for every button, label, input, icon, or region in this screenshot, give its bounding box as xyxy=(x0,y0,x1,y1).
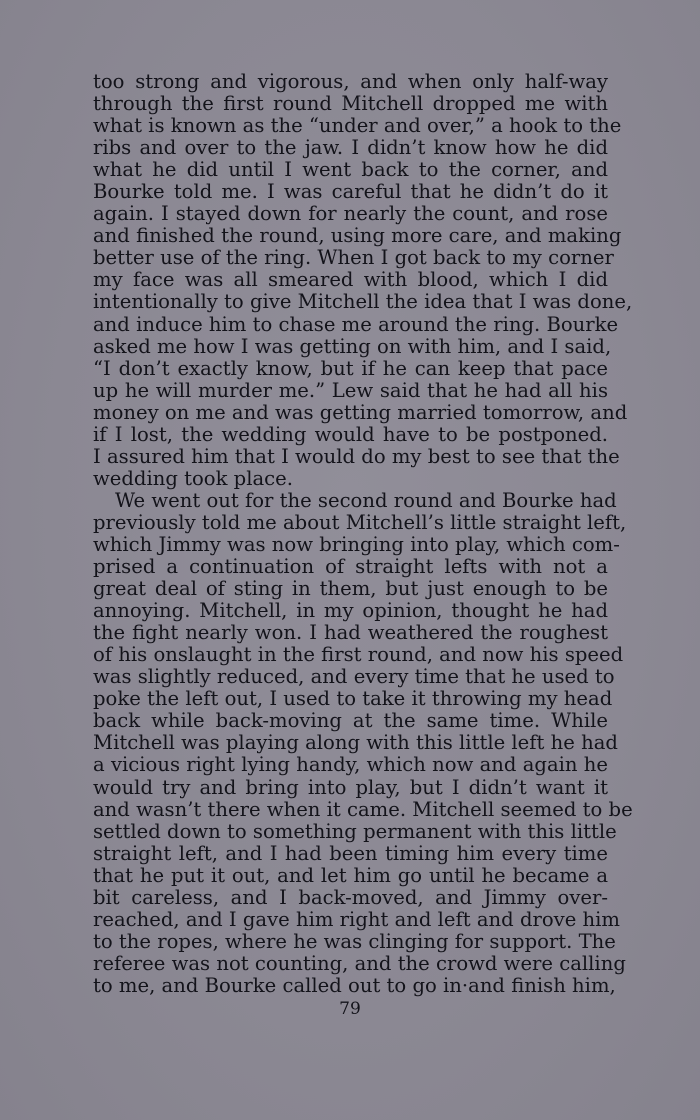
text-line: bit careless, and I back-moved, and Jimmy over- xyxy=(93,885,608,909)
text-line: asked me how I was getting on with him, and I said, xyxy=(93,334,612,358)
text-line: referee was not counting, and the crowd were calling xyxy=(93,951,626,975)
text-line: a vicious right lying handy, which now and again he xyxy=(93,753,608,777)
text-line: up he will murder me.” Lew said that he had all his xyxy=(93,378,608,402)
body-text xyxy=(93,70,633,997)
text-line: if I lost, the wedding would have to be postponed. xyxy=(93,422,608,446)
text-line: reached, and I gave him right and left and drove him xyxy=(93,907,621,931)
text-line: settled down to something permanent with this little xyxy=(93,819,617,843)
text-line: We went out for the second round and Bourke had xyxy=(115,488,617,512)
text-line: what is known as the “under and over,” a hook to the xyxy=(93,114,622,138)
text-line: I assured him that I would do my best to see that the xyxy=(93,444,620,468)
page-number: 79 xyxy=(339,999,361,1019)
text-line: great deal of sting in them, but just enough to be xyxy=(93,577,608,601)
text-line: poke the left out, I used to take it throwing my head xyxy=(93,687,613,711)
text-line: Mitchell was playing along with this little left he had xyxy=(93,731,618,755)
text-line: too strong and vigorous, and when only half-way xyxy=(93,70,608,93)
text-line: ribs and over to the jaw. I didn’t know how he did xyxy=(93,136,608,160)
text-line: of his onslaught in the first round, and now his speed xyxy=(93,643,624,667)
text-line: again. I stayed down for nearly the count, and rose xyxy=(93,202,608,226)
text-line: back while back-moving at the same time. While xyxy=(93,709,608,733)
text-line: previously told me about Mitchell’s little straight left, xyxy=(93,510,627,534)
text-line: and wasn’t there when it came. Mitchell seemed to be xyxy=(93,797,633,821)
text-line: would try and bring into play, but I didn’t want it xyxy=(93,775,608,799)
text-line: and finished the round, using more care, and making xyxy=(93,224,622,248)
text-line: to the ropes, where he was clinging for support. The xyxy=(93,929,616,953)
text-line: the fight nearly won. I had weathered the roughest xyxy=(93,621,608,645)
text-line: was slightly reduced, and every time that he used to xyxy=(93,665,615,689)
text-line: and induce him to chase me around the ring. Bourke xyxy=(93,312,619,336)
text-line: which Jimmy was now bringing into play, which com- xyxy=(93,532,620,556)
text-line: my face was all smeared with blood, which I did xyxy=(93,268,608,292)
text-line: prised a continuation of straight lefts with not a xyxy=(93,555,608,579)
text-line: wedding took place. xyxy=(93,466,293,490)
text-line: Bourke told me. I was careful that he didn’t do it xyxy=(93,180,608,204)
text-line: “I don’t exactly know, but if he can keep that pace xyxy=(93,356,608,380)
text-line: better use of the ring. When I got back to my corner xyxy=(93,246,614,270)
text-line: intentionally to give Mitchell the idea that I was done, xyxy=(93,290,633,314)
text-line: to me, and Bourke called out to go in·and finish him, xyxy=(93,973,616,997)
text-line: through the first round Mitchell dropped me with xyxy=(93,92,608,116)
text-line: straight left, and I had been timing him every time xyxy=(93,841,608,865)
text-line: annoying. Mitchell, in my opinion, thought he had xyxy=(93,599,608,623)
text-line: what he did until I went back to the corner, and xyxy=(93,158,608,182)
text-line: money on me and was getting married tomorrow, and xyxy=(93,400,628,424)
text-line: that he put it out, and let him go until he became a xyxy=(93,863,608,887)
